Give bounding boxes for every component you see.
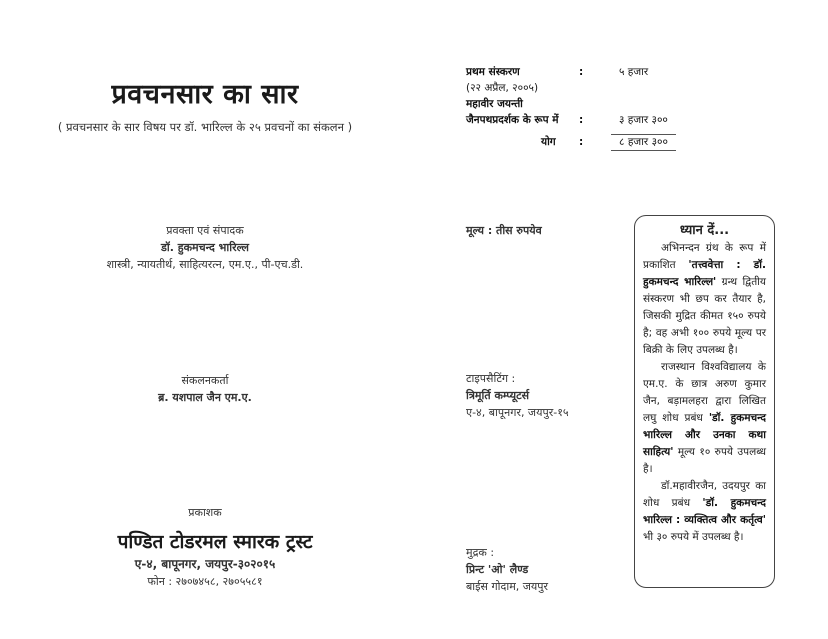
book-title: प्रवचनसार का सार	[111, 79, 299, 110]
compiler-name: ब्र. यशपाल जैन एम.ए.	[158, 391, 252, 404]
printer-block: मुद्रक : प्रिन्ट 'ओ' लैण्ड बाईस गोदाम, जयपुर	[466, 546, 549, 593]
book-subtitle: ( प्रवचनसार के सार विषय पर डॉ. भारिल्ल के २५ प्रवचनों का संकलन )	[57, 120, 353, 134]
price: मूल्य : तीस रुपयेव	[466, 224, 542, 237]
publisher-name: पण्डित टोडरमल स्मारक ट्रस्ट	[117, 531, 313, 553]
notice-paragraph: डॉ.महावीरजैन, उदयपुर का शोध प्रबंध 'डॉ. हुकमचन्द भारिल्ल : व्यक्तित्व और कर्तृत्व' भी ३० रुपये में उपलब्ध है।	[643, 480, 766, 543]
edition-row: प्रथम संस्करण : ५ हजार	[466, 66, 649, 78]
typesetting-block: टाइपसैटिंग : त्रिमूर्ति कम्प्यूटर्स ए-४, बापूनगर, जयपुर-१५	[466, 372, 569, 419]
notice-paragraph: अभिनन्दन ग्रंथ के रूप में प्रकाशित 'तत्त्ववेत्ता : डॉ. हुकमचन्द भारिल्ल' ग्रन्थ द्वितीय संस्करण भी छप कर तैयार है, जिसकी मुद्रित कीमत १५० रुपये है; वह अभी १०० रुपये मूल्य पर बिक्री के लिए उपलब्ध है।	[643, 242, 766, 356]
speaker-name: डॉ. हुकमचन्द भारिल्ल	[160, 241, 249, 254]
publisher-contact: ए-४, बापूनगर, जयपुर-३०२०१५ फोन : २७०७४५८, २७०५५८१	[134, 557, 276, 588]
notice-heading: ध्यान दें...	[679, 223, 730, 238]
edition-info	[466, 64, 686, 150]
edition-total-row: योग : ८ हजार ३००	[466, 134, 686, 150]
edition-row: महावीर जयन्ती	[466, 98, 523, 110]
notice-box	[634, 215, 775, 588]
edition-row: (२२ अप्रैल, २००५)	[466, 82, 539, 94]
notice-paragraph: राजस्थान विश्वविद्यालय के एम.ए. के छात्र अरुण कुमार जैन, बड़ामलहरा द्वारा लिखित लघु शोध प्रबंध 'डॉ. हुकमचन्द भारिल्ल और उनका कथा साहित्य' मूल्य १० रुपये उपलब्ध है।	[643, 361, 766, 475]
edition-row: जैनपथप्रदर्शक के रूप में : ३ हजार ३००	[466, 114, 668, 126]
total-value: ८ हजार ३००	[611, 134, 676, 151]
publisher-role: प्रकाशक	[188, 506, 222, 519]
compiler-block: संकलनकर्ता ब्र. यशपाल जैन एम.ए.	[40, 372, 370, 406]
speaker-block: प्रवक्ता एवं संपादक डॉ. हुकमचन्द भारिल्ल शास्त्री, न्यायतीर्थ, साहित्यरत्न, एम.ए., पी-एच.डी.	[40, 222, 370, 273]
